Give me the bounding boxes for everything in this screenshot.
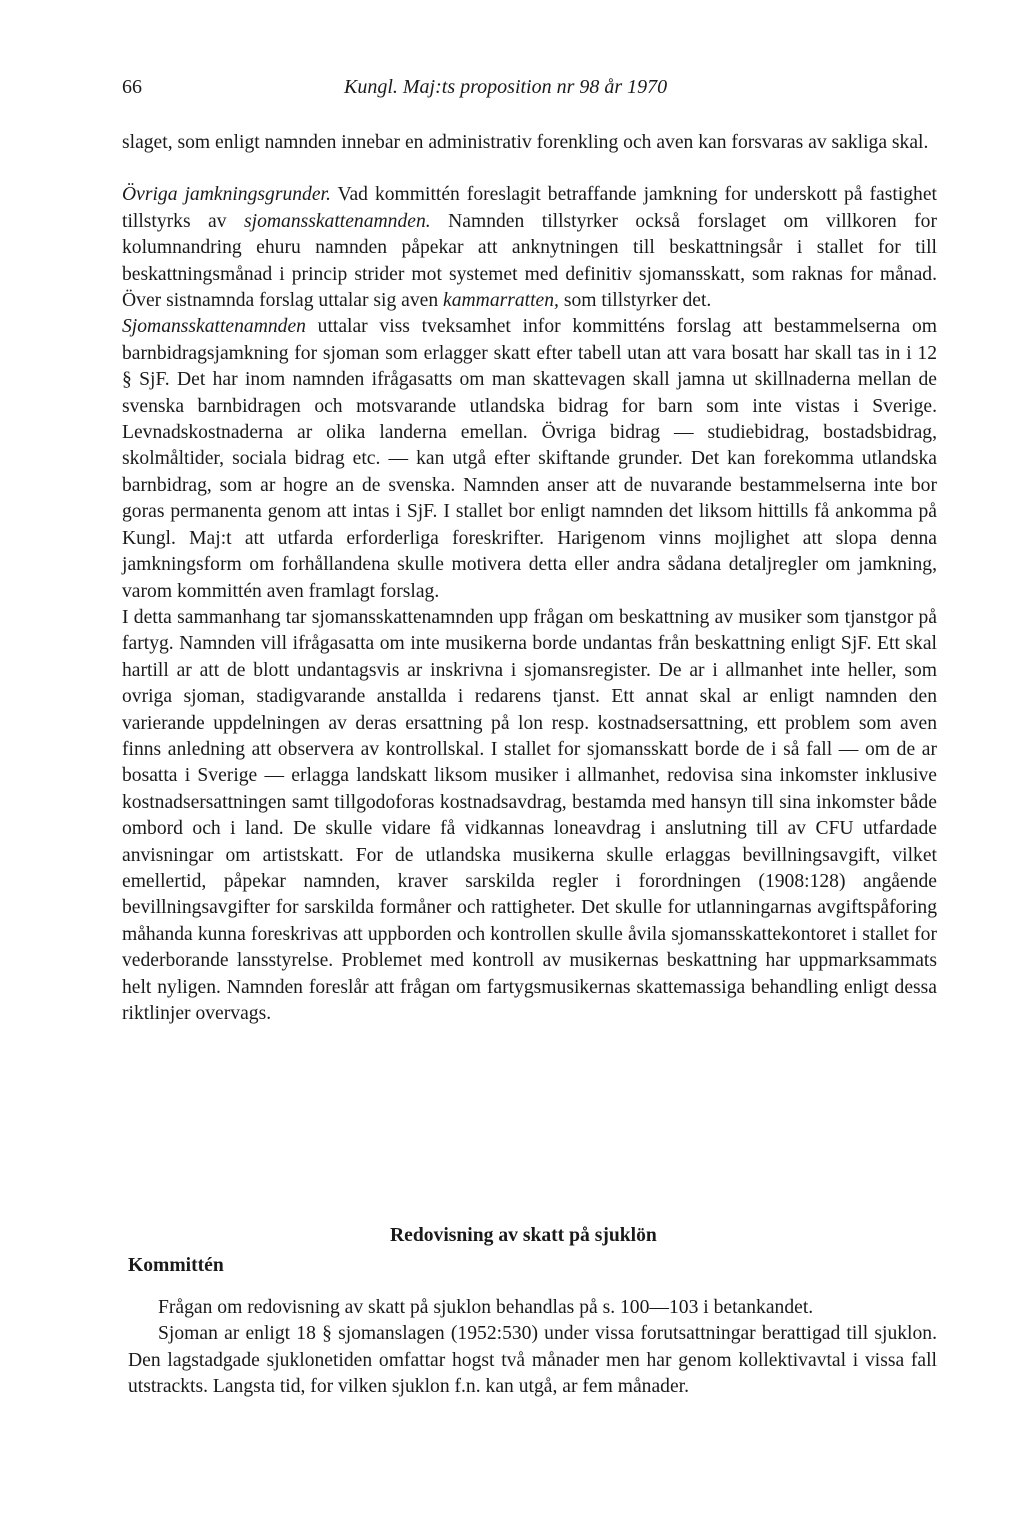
section-heading: Redovisning av skatt på sjuklön (390, 1225, 657, 1246)
paragraph-1: slaget, som enligt namnden innebar en administrativ forenkling och aven kan forsvaras av sakliga skal. (122, 132, 929, 153)
section-paragraph-1: Frågan om redovisning av skatt på sjuklon behandlas på s. 100—103 i betankandet. (158, 1297, 814, 1318)
paragraph-2-lead: Övriga jamkningsgrunder. (122, 184, 331, 206)
running-head (122, 76, 937, 102)
section-text (128, 1295, 937, 1401)
side-heading: Kommittén (128, 1255, 224, 1276)
section-paragraph-2: Sjoman ar enligt 18 § sjomanslagen (1952:530) under vissa forutsattningar berattigad till sjuklon. Den lagstadgade sjuklonetiden omfattar hogst två månader men har genom kollektivavtal i vissa fall utstrackts. Langsta tid, for vilken sjuklon f.n. kan utgå, ar fem månader. (128, 1323, 937, 1398)
body-text (122, 130, 937, 1027)
paragraph-gap (122, 156, 937, 182)
paragraph-4: I detta sammanhang tar sjomansskattenamnden upp frågan om beskattning av musiker som tjanstgor på fartyg. Namnden vill ifrågasatta om inte musikerna borde undantas från beskattning enligt SjF. Ett skal hartill ar att de blott undantagsvis ar inskrivna i sjomansregister. De ar i allmanhet inte heller, som ovriga sjoman, stadigvarande anstallda i redarens tjanst. Ett annat skal ar enligt namnden den varierande uppdelningen av deras ersattning på lon resp. kostnadsersattning, ett problem som aven finns anledning att observera av kontrollskal. I stallet for sjomansskatt borde de i så fall — om de ar bosatta i Sverige — erlagga landskatt liksom musiker i allmanhet, redovisa sina inkomster inklusive kostnadsersattningen samt tillgodoforas kostnadsavdrag, bestamda med hansyn till sina inkomster både ombord och i land. De skulle vidare få vidkannas loneavdrag i anslutning till av CFU utfardade anvisningar om artistskatt. For de utlandska musikerna skulle erlaggas bevillningsavgift, vilket emellertid, påpekar namnden, kraver sarskilda regler i forordningen (1908:128) angående bevillningsavgifter for sarskilda formåner och rattigheter. Det skulle for utlanningarnas avgiftspåforing måhanda kunna foreskrivas att uppborden och kontrollen skulle åvila sjomansskattekontoret i stallet for vederborande lansstyrelse. Problemet med kontroll av musikernas beskattning har uppmarksammats helt nyligen. Namnden foreslår att frågan om fartygsmusikernas skattemassiga behandling enligt dessa riktlinjer overvags. (122, 606, 937, 1024)
page-number: 66 (122, 76, 142, 98)
paragraph-3: Sjomansskattenamnden uttalar viss tveksamhet infor kommitténs forslag att bestammelserna om barnbidragsjamkning for sjoman som erlagger skatt efter tabell utan att vara bosatt har skall tas in i 12 § SjF. Det har inom namnden ifrågasatts om man skattevagen skall jamna ut skillnaderna mellan de svenska barnbidragen och motsvarande utlandska bidrag for barn som inte vistas i Sverige. Levnadskostnaderna ar olika landerna emellan. Övriga bidrag — studiebidrag, bostadsbidrag, skolmåltider, sociala bidrag etc. — kan utgå efter skiftande grunder. Det kan forekomma utlandska barnbidrag, som ar hogre an de svenska. Namnden anser att de nuvarande bestammelserna inte bor goras permanenta genom att intas i SjF. I stallet bor enligt namnden det liksom hittills få ankomma på Kungl. Maj:t att utfarda erforderliga foreskrifter. Harigenom vinns mojlighet att slopa denna jamkningsform om forhållandena skulle motivera detta eller andra sådana detaljregler om jamkning, varom kommittén aven framlagt forslag. (122, 316, 937, 602)
publication-title: Kungl. Maj:ts proposition nr 98 år 1970 (344, 76, 668, 98)
paragraph-2: Övriga jamkningsgrunder. Vad kommittén foreslagit betraffande jamkning for underskott på fastighet tillstyrks av sjomansskattenamnden. Namnden tillstyrker också forslaget om villkoren for kolumnandring ehuru namnden påpekar att anknytningen till beskattningsår i stallet for till beskattningsmånad i princip strider mot systemet med definitiv sjomansskatt, som raknas for månad. Över sistnamnda forslag uttalar sig aven kammarratten, som tillstyrker det. (122, 184, 937, 312)
